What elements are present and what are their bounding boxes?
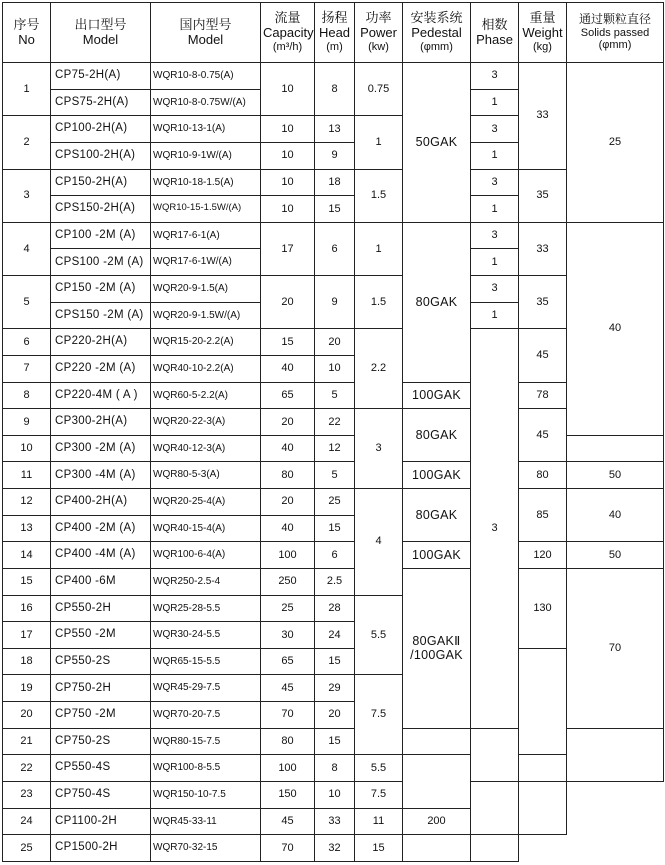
cell-capacity: 80 [261, 462, 315, 489]
cell-phase: 3 [471, 116, 519, 143]
cell-phase: 3 [471, 276, 519, 303]
cell-capacity: 70 [261, 835, 315, 862]
cell-no: 7 [3, 355, 51, 382]
cell-capacity: 45 [261, 675, 315, 702]
cell-capacity: 10 [261, 63, 315, 116]
cell-capacity: 25 [261, 595, 315, 622]
table-row [3, 169, 664, 196]
cell-power: 5.5 [355, 595, 403, 675]
cell-no: 1 [3, 63, 51, 116]
cell-capacity: 20 [261, 409, 315, 436]
cell-model: CP300 -2M (A) [51, 435, 151, 462]
cell-model: CPS150 -2M (A) [51, 302, 151, 329]
cell-domestic-model: WQR40-15-4(A) [151, 515, 261, 542]
cell-capacity: 45 [261, 808, 315, 835]
cell-domestic-model: WQR10-9-1W/(A) [151, 142, 261, 169]
cell-head: 32 [315, 835, 355, 862]
cell-weight: 45 [519, 329, 567, 382]
cell-no: 4 [3, 222, 51, 275]
cell-no: 3 [3, 169, 51, 222]
cell-power: 7.5 [355, 675, 403, 755]
cell-domestic-model: WQR40-12-3(A) [151, 435, 261, 462]
table-row [3, 382, 664, 409]
cell-domestic-model: WQR70-20-7.5 [151, 702, 261, 729]
table-row [3, 835, 664, 862]
cell-no: 16 [3, 595, 51, 622]
cell-weight: 35 [519, 169, 567, 222]
cell-power: 5.5 [355, 755, 403, 782]
header-capacity: 流量 Capacity (m³/h) [261, 3, 315, 63]
cell-phase: 1 [471, 142, 519, 169]
cell-capacity: 10 [261, 116, 315, 143]
header-phase: 相数 Phase [471, 3, 519, 63]
cell-pedestal [471, 728, 519, 781]
cell-head: 22 [315, 409, 355, 436]
cell-domestic-model: WQR30-24-5.5 [151, 622, 261, 649]
cell-pedestal [471, 781, 519, 834]
cell-phase: 1 [471, 302, 519, 329]
cell-model: CP220-4M ( A ) [51, 382, 151, 409]
cell-head: 10 [315, 355, 355, 382]
cell-domestic-model: WQR65-15-5.5 [151, 648, 261, 675]
table-row [3, 568, 664, 595]
cell-domestic-model: WQR40-10-2.2(A) [151, 355, 261, 382]
cell-power: 2.2 [355, 329, 403, 409]
cell-model: CP100-2H(A) [51, 116, 151, 143]
cell-domestic-model: WQR150-10-7.5 [151, 781, 261, 808]
cell-phase: 3 [471, 329, 519, 728]
cell-no: 9 [3, 409, 51, 436]
cell-no: 13 [3, 515, 51, 542]
cell-pedestal: 100GAK [403, 462, 471, 489]
table-row [3, 276, 664, 303]
cell-power: 4 [355, 489, 403, 596]
cell-capacity: 40 [261, 355, 315, 382]
cell-no: 15 [3, 568, 51, 595]
cell-pedestal: 100GAK [403, 542, 471, 569]
cell-model: CP100 -2M (A) [51, 222, 151, 249]
cell-capacity: 80 [261, 728, 315, 755]
header-power: 功率 Power (kw) [355, 3, 403, 63]
cell-domestic-model: WQR25-28-5.5 [151, 595, 261, 622]
cell-domestic-model: WQR20-9-1.5(A) [151, 276, 261, 303]
cell-model: CP220 -2M (A) [51, 355, 151, 382]
header-head: 扬程 Head (m) [315, 3, 355, 63]
cell-model: CP550-2H [51, 595, 151, 622]
table-row [3, 329, 664, 356]
cell-solids: 50 [567, 462, 664, 489]
cell-head: 8 [315, 63, 355, 116]
cell-phase: 1 [471, 89, 519, 116]
cell-domestic-model: WQR10-13-1(A) [151, 116, 261, 143]
header-weight: 重量 Weight (kg) [519, 3, 567, 63]
cell-weight: 120 [519, 542, 567, 569]
cell-head: 24 [315, 622, 355, 649]
table-row [3, 409, 664, 436]
cell-capacity: 65 [261, 382, 315, 409]
cell-no: 10 [3, 435, 51, 462]
cell-domestic-model: WQR80-15-7.5 [151, 728, 261, 755]
cell-head: 9 [315, 142, 355, 169]
cell-head: 20 [315, 329, 355, 356]
cell-capacity: 150 [261, 781, 315, 808]
cell-power: 0.75 [355, 63, 403, 116]
cell-capacity: 65 [261, 648, 315, 675]
cell-head: 8 [315, 755, 355, 782]
cell-no: 20 [3, 702, 51, 729]
cell-solids: 70 [567, 568, 664, 728]
cell-weight: 33 [519, 222, 567, 275]
cell-solids [519, 781, 567, 834]
cell-capacity: 70 [261, 702, 315, 729]
cell-model: CP750-4S [51, 781, 151, 808]
cell-domestic-model: WQR17-6-1(A) [151, 222, 261, 249]
cell-capacity: 30 [261, 622, 315, 649]
cell-phase: 1 [471, 196, 519, 223]
cell-phase: 3 [471, 63, 519, 90]
cell-capacity: 100 [261, 755, 315, 782]
cell-model: CP400 -6M [51, 568, 151, 595]
cell-weight: 35 [519, 276, 567, 329]
cell-no: 22 [3, 755, 51, 782]
cell-capacity: 10 [261, 169, 315, 196]
cell-no: 17 [3, 622, 51, 649]
cell-model: CP550-4S [51, 755, 151, 782]
cell-pedestal: 50GAK [403, 63, 471, 223]
cell-capacity: 15 [261, 329, 315, 356]
cell-model: CP750-2H [51, 675, 151, 702]
table-row [3, 489, 664, 516]
table-row [3, 222, 664, 249]
cell-model: CPS150-2H(A) [51, 196, 151, 223]
cell-model: CPS100 -2M (A) [51, 249, 151, 276]
cell-weight [403, 755, 471, 808]
cell-head: 5 [315, 382, 355, 409]
cell-weight [403, 835, 471, 862]
cell-power: 1 [355, 222, 403, 275]
table-row [3, 755, 664, 782]
header-solids: 通过颗粒直径 Solids passed (φmm) [567, 3, 664, 63]
cell-head: 20 [315, 702, 355, 729]
cell-head: 15 [315, 728, 355, 755]
cell-domestic-model: WQR20-9-1.5W/(A) [151, 302, 261, 329]
cell-head: 15 [315, 515, 355, 542]
cell-capacity: 40 [261, 435, 315, 462]
header-domestic-model: 国内型号 Model [151, 3, 261, 63]
cell-pedestal: 80GAK [403, 409, 471, 462]
cell-no: 24 [3, 808, 51, 835]
cell-model: CP75-2H(A) [51, 63, 151, 90]
table-row [3, 462, 664, 489]
cell-pedestal: 80GAK [403, 222, 471, 382]
cell-power: 1.5 [355, 276, 403, 329]
table-row [3, 63, 664, 90]
cell-head: 12 [315, 435, 355, 462]
cell-domestic-model: WQR70-32-15 [151, 835, 261, 862]
cell-model: CP300-2H(A) [51, 409, 151, 436]
cell-head: 33 [315, 808, 355, 835]
cell-capacity: 17 [261, 222, 315, 275]
cell-model: CP150 -2M (A) [51, 276, 151, 303]
cell-weight: 33 [519, 63, 567, 170]
cell-capacity: 100 [261, 542, 315, 569]
header-no: 序号 No [3, 3, 51, 63]
cell-no: 19 [3, 675, 51, 702]
cell-solids: 50 [567, 542, 664, 569]
cell-head: 9 [315, 276, 355, 329]
cell-head: 2.5 [315, 568, 355, 595]
cell-weight: 45 [519, 409, 567, 462]
cell-weight [567, 728, 664, 781]
cell-phase: 3 [471, 222, 519, 249]
cell-head: 6 [315, 542, 355, 569]
cell-model: CP550-2S [51, 648, 151, 675]
cell-model: CP300 -4M (A) [51, 462, 151, 489]
cell-domestic-model: WQR20-22-3(A) [151, 409, 261, 436]
cell-weight: 130 [519, 568, 567, 648]
cell-capacity: 250 [261, 568, 315, 595]
cell-model: CP550 -2M [51, 622, 151, 649]
cell-model: CP1500-2H [51, 835, 151, 862]
cell-domestic-model: WQR10-8-0.75W/(A) [151, 89, 261, 116]
cell-no: 14 [3, 542, 51, 569]
cell-weight [519, 648, 567, 755]
cell-model: CP400-2H(A) [51, 489, 151, 516]
cell-no: 2 [3, 116, 51, 169]
cell-capacity: 20 [261, 489, 315, 516]
cell-head: 10 [315, 781, 355, 808]
cell-model: CPS75-2H(A) [51, 89, 151, 116]
cell-head: 28 [315, 595, 355, 622]
cell-model: CP400 -2M (A) [51, 515, 151, 542]
cell-head: 13 [315, 116, 355, 143]
cell-weight: 78 [519, 382, 567, 409]
cell-power [403, 728, 471, 755]
cell-head: 29 [315, 675, 355, 702]
cell-model: CP750 -2M [51, 702, 151, 729]
cell-no: 12 [3, 489, 51, 516]
cell-domestic-model: WQR250-2.5-4 [151, 568, 261, 595]
cell-no: 8 [3, 382, 51, 409]
cell-phase: 1 [471, 249, 519, 276]
cell-weight: 200 [403, 808, 471, 835]
cell-capacity: 40 [261, 515, 315, 542]
cell-head: 5 [315, 462, 355, 489]
cell-domestic-model: WQR100-8-5.5 [151, 755, 261, 782]
cell-no: 23 [3, 781, 51, 808]
cell-pedestal: 80GAKⅡ /100GAK [403, 568, 471, 728]
cell-no: 5 [3, 276, 51, 329]
table-row [3, 542, 664, 569]
cell-head: 25 [315, 489, 355, 516]
cell-weight: 80 [519, 462, 567, 489]
cell-no: 6 [3, 329, 51, 356]
cell-no: 25 [3, 835, 51, 862]
cell-pedestal: 100GAK [403, 382, 471, 409]
cell-power: 1.5 [355, 169, 403, 222]
cell-capacity: 10 [261, 196, 315, 223]
cell-solids: 40 [567, 222, 664, 435]
cell-power: 1 [355, 116, 403, 169]
header-row [3, 3, 664, 63]
cell-model: CPS100-2H(A) [51, 142, 151, 169]
cell-domestic-model: WQR45-33-11 [151, 808, 261, 835]
header-export-model: 出口型号 Model [51, 3, 151, 63]
cell-power: 15 [355, 835, 403, 862]
cell-head: 6 [315, 222, 355, 275]
cell-pedestal: 80GAK [403, 489, 471, 542]
cell-power: 11 [355, 808, 403, 835]
cell-solids [471, 835, 519, 862]
cell-domestic-model: WQR20-25-4(A) [151, 489, 261, 516]
cell-domestic-model: WQR10-15-1.5W/(A) [151, 196, 261, 223]
cell-domestic-model: WQR10-18-1.5(A) [151, 169, 261, 196]
cell-head: 15 [315, 196, 355, 223]
cell-power: 7.5 [355, 781, 403, 808]
cell-capacity: 20 [261, 276, 315, 329]
cell-model: CP400 -4M (A) [51, 542, 151, 569]
cell-domestic-model: WQR15-20-2.2(A) [151, 329, 261, 356]
cell-model: CP1100-2H [51, 808, 151, 835]
cell-weight: 85 [519, 489, 567, 542]
cell-solids: 25 [567, 63, 664, 223]
cell-no: 11 [3, 462, 51, 489]
table-row [3, 781, 664, 808]
cell-model: CP150-2H(A) [51, 169, 151, 196]
cell-model: CP750-2S [51, 728, 151, 755]
cell-head: 15 [315, 648, 355, 675]
header-pedestal: 安装系统 Pedestal (φmm) [403, 3, 471, 63]
cell-capacity: 10 [261, 142, 315, 169]
cell-domestic-model: WQR17-6-1W/(A) [151, 249, 261, 276]
cell-no: 18 [3, 648, 51, 675]
cell-no: 21 [3, 728, 51, 755]
cell-domestic-model: WQR100-6-4(A) [151, 542, 261, 569]
table-row [3, 648, 664, 675]
cell-domestic-model: WQR80-5-3(A) [151, 462, 261, 489]
cell-domestic-model: WQR10-8-0.75(A) [151, 63, 261, 90]
cell-domestic-model: WQR60-5-2.2(A) [151, 382, 261, 409]
cell-model: CP220-2H(A) [51, 329, 151, 356]
cell-domestic-model: WQR45-29-7.5 [151, 675, 261, 702]
pump-spec-table [2, 2, 664, 862]
cell-phase: 3 [471, 169, 519, 196]
cell-solids: 40 [567, 489, 664, 542]
cell-power: 3 [355, 409, 403, 489]
cell-head: 18 [315, 169, 355, 196]
